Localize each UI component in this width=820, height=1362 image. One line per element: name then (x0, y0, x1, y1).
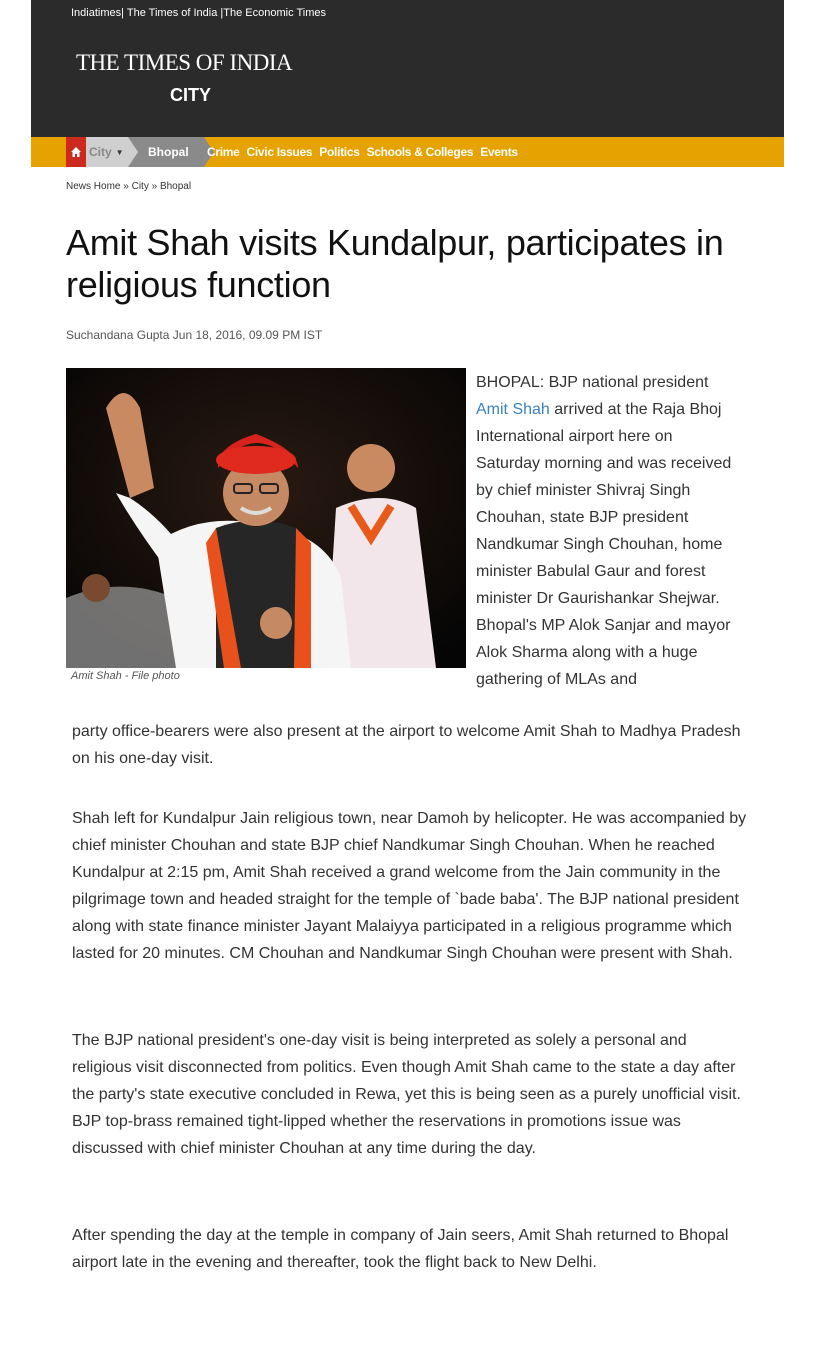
article-lead-continued: party office-bearers were also present at the airport to welcome Amit Shah to Madhya Pradesh on his one-day visit. (72, 723, 741, 767)
toi-link[interactable]: The Times of India (126, 7, 218, 19)
photo-illustration (66, 368, 466, 668)
nav-link-politics[interactable]: Politics (319, 145, 360, 159)
home-icon (70, 146, 82, 158)
article-paragraph: After spending the day at the temple in company of Jain seers, Amit Shah returned to Bhopal airport late in the evening and thereafter, took the flight back to New Delhi. (72, 1227, 729, 1271)
breadcrumb-bhopal[interactable]: Bhopal (159, 181, 192, 192)
site-header (31, 0, 784, 137)
tab-bhopal[interactable]: Bhopal (128, 137, 204, 167)
nav-links (207, 137, 525, 167)
byline (66, 328, 322, 342)
amit-shah-link[interactable]: Amit Shah (476, 401, 550, 418)
author-name[interactable]: Suchandana Gupta (66, 328, 170, 342)
breadcrumb-city[interactable]: City (131, 181, 149, 192)
economic-times-link[interactable]: |The Economic Times (220, 7, 326, 19)
photo-caption: Amit Shah - File photo (71, 670, 180, 682)
city-dropdown-label: City (89, 145, 112, 159)
article-photo[interactable] (66, 368, 466, 668)
chevron-down-icon: ▼ (115, 147, 124, 157)
article-headline: Amit Shah visits Kundalpur, participates in religious function (66, 222, 724, 306)
breadcrumb-separator: » (151, 181, 158, 192)
home-button[interactable] (66, 137, 86, 167)
article-lead-paragraph (476, 369, 738, 693)
nav-link-crime[interactable]: Crime (207, 145, 240, 159)
publish-timestamp: Jun 18, 2016, 09.09 PM IST (172, 328, 323, 342)
lead-text-start: BHOPAL: BJP national president (476, 374, 709, 391)
breadcrumb (66, 181, 191, 192)
lead-text-end: arrived at the Raja Bhoj International airport here on Saturday morning and was received by chief minister Shivraj Singh Chouhan, state BJP president Nandkumar Singh Chouhan, home minister Babulal Gaur and forest minister Dr Gaurishankar Shejwar. Bhopal's MP Alok Sanjar and mayor Alok Sharma along with a huge gathering of MLAs and (476, 401, 732, 688)
section-title[interactable]: CITY (170, 85, 212, 105)
nav-link-civic-issues[interactable]: Civic Issues (246, 145, 313, 159)
breadcrumb-news-home[interactable]: News Home (66, 181, 121, 192)
site-logo[interactable]: THE TIMES OF INDIA (76, 50, 293, 75)
city-dropdown[interactable] (86, 137, 128, 167)
breadcrumb-separator: » (123, 181, 129, 192)
nav-link-schools-colleges[interactable]: Schools & Colleges (366, 145, 474, 159)
nav-link-events[interactable]: Events (480, 145, 518, 159)
indiatimes-link[interactable]: Indiatimes| (71, 7, 124, 19)
city-navbar (31, 137, 784, 167)
article-paragraph: The BJP national president's one-day visit is being interpreted as solely a personal and religious visit disconnected from politics. Even though Amit Shah came to the state a day after the party's state executive concluded in Rewa, yet this is being seen as a purely unofficial visit. BJP top-brass remained tight-lipped whether the reservations in promotions issue was discussed with chief minister Chouhan at any time during the day. (72, 1032, 741, 1157)
article-paragraph: Shah left for Kundalpur Jain religious town, near Damoh by helicopter. He was accompanied by chief minister Chouhan and state BJP chief Nandkumar Singh Chouhan. When he reached Kundalpur at 2:15 pm, Amit Shah received a grand welcome from the Jain community in the pilgrimage town and headed straight for the temple of `bade baba'. The BJP national president along with state finance minister Jayant Malaiyya participated in a religious programme which lasted for 20 minutes. CM Chouhan and Nandkumar Singh Chouhan were present with Shah. (72, 810, 747, 962)
network-links (71, 7, 326, 19)
